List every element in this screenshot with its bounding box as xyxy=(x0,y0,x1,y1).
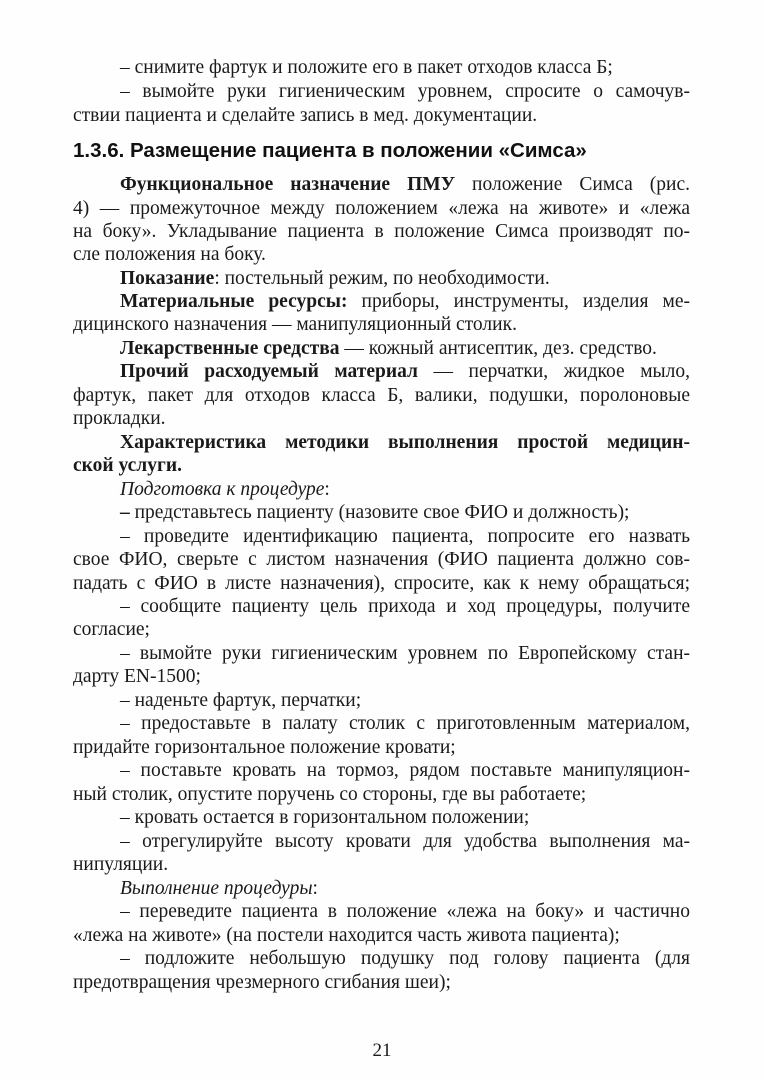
prep-step-dash: – xyxy=(120,502,130,523)
prep-step-apron: – наденьте фартук, перчатки; xyxy=(120,690,362,711)
exec-step-pillow: – подложите небольшую подушку под голову пациента (для xyxy=(120,948,690,969)
material-resources-text: приборы, инструменты, изделия ме- xyxy=(347,291,690,312)
medicines xyxy=(120,337,690,360)
consumables-text: — перчатки, жидкое мыло, xyxy=(417,361,690,382)
prep-step-table: – предоставьте в палату столик с приготовленным материалом, xyxy=(120,713,690,734)
execution-title: Выполнение процедуры xyxy=(120,878,313,899)
exec-step-position: – переведите пациента в положение «лежа на боку» и частично xyxy=(120,901,690,922)
intro-item-wash-hands-cont: ствии пациента и сделайте запись в мед. документации. xyxy=(73,105,538,126)
prep-step-identify: – проведите идентификацию пациента, попросите его назвать xyxy=(120,526,690,547)
prep-step-wash: – вымойте руки гигиеническим уровнем по Европейскому стан- xyxy=(120,643,690,664)
prep-step-horizontal: – кровать остается в горизонтальном положении; xyxy=(120,807,530,828)
consumables-line2: фартук, пакет для отходов класса Б, валики, подушки, поролоновые xyxy=(73,385,690,406)
prep-step-inform-cont: согласие; xyxy=(73,619,150,640)
preparation-title-line xyxy=(120,478,690,501)
prep-step-introduce-text: представьтесь пациенту (назовите свое ФИО и должность); xyxy=(129,502,630,523)
indication-text: : постельный режим, по необходимости. xyxy=(214,268,550,289)
intro-item-wash-hands: – вымойте руки гигиеническим уровнем, спросите о самочув- xyxy=(120,81,690,102)
method-heading-line1: Характеристика методики выполнения простой медицин- xyxy=(120,432,690,453)
exec-step-pillow-cont: предотвращения чрезмерного сгибания шеи); xyxy=(73,972,451,993)
exec-step-position-cont: «лежа на животе» (на постели находится часть живота пациента); xyxy=(73,925,620,946)
preparation-colon: : xyxy=(324,479,330,500)
prep-step-introduce xyxy=(120,501,690,524)
preparation-title: Подготовка к процедуре xyxy=(120,479,325,500)
section-heading: 1.3.6. Размещение пациента в положении «Симса» xyxy=(73,139,587,162)
material-resources-label: Материальные ресурсы: xyxy=(120,291,348,312)
prep-step-brake-cont: ный столик, опустите поручень со стороны, где вы работаете; xyxy=(73,784,587,805)
prep-step-identify-cont1: свое ФИО, сверьте с листом назначения (ФИО пациента должно сов- xyxy=(73,549,690,570)
indication-label: Показание xyxy=(120,268,215,289)
prep-step-identify-cont2: падать с ФИО в листе назначения), спросите, как к нему обращаться; xyxy=(73,573,690,594)
execution-title-line xyxy=(120,877,690,900)
consumables-line3: прокладки. xyxy=(73,408,166,429)
page-number: 21 xyxy=(372,1040,392,1061)
consumables-label: Прочий расходуемый материал xyxy=(120,361,418,382)
prep-step-table-cont: придайте горизонтальное положение кровати; xyxy=(73,737,456,758)
prep-step-brake: – поставьте кровать на тормоз, рядом поставьте манипуляцион- xyxy=(120,760,690,781)
prep-step-height-cont: нипуляции. xyxy=(73,854,169,875)
functional-purpose-line3: на боку». Укладывание пациента в положение Симса производят по- xyxy=(73,221,690,242)
functional-purpose-line4: сле положения на боку. xyxy=(73,244,266,265)
method-heading-line2: ской услуги. xyxy=(73,455,182,476)
consumables-line1 xyxy=(120,360,690,383)
medicines-text: — кожный антисептик, дез. средство. xyxy=(339,338,657,359)
intro-item-remove-apron: – снимите фартук и положите его в пакет отходов класса Б; xyxy=(120,57,613,78)
prep-step-inform: – сообщите пациенту цель прихода и ход процедуры, получите xyxy=(120,596,690,617)
material-resources-line2: дицинского назначения — манипуляционный столик. xyxy=(73,314,517,335)
prep-step-wash-cont: дарту EN-1500; xyxy=(73,666,201,687)
execution-colon: : xyxy=(312,878,318,899)
functional-purpose-line1 xyxy=(120,173,690,196)
prep-step-height: – отрегулируйте высоту кровати для удобства выполнения ма- xyxy=(120,831,690,852)
functional-purpose-line2: 4) — промежуточное между положением «лежа на животе» и «лежа xyxy=(73,198,690,219)
indication xyxy=(120,267,690,290)
material-resources-line1 xyxy=(120,290,690,313)
functional-purpose-label: Функциональное назначение ПМУ xyxy=(120,174,456,195)
functional-purpose-text: положение Симса (рис. xyxy=(455,174,690,195)
medicines-label: Лекарственные средства xyxy=(120,338,340,359)
